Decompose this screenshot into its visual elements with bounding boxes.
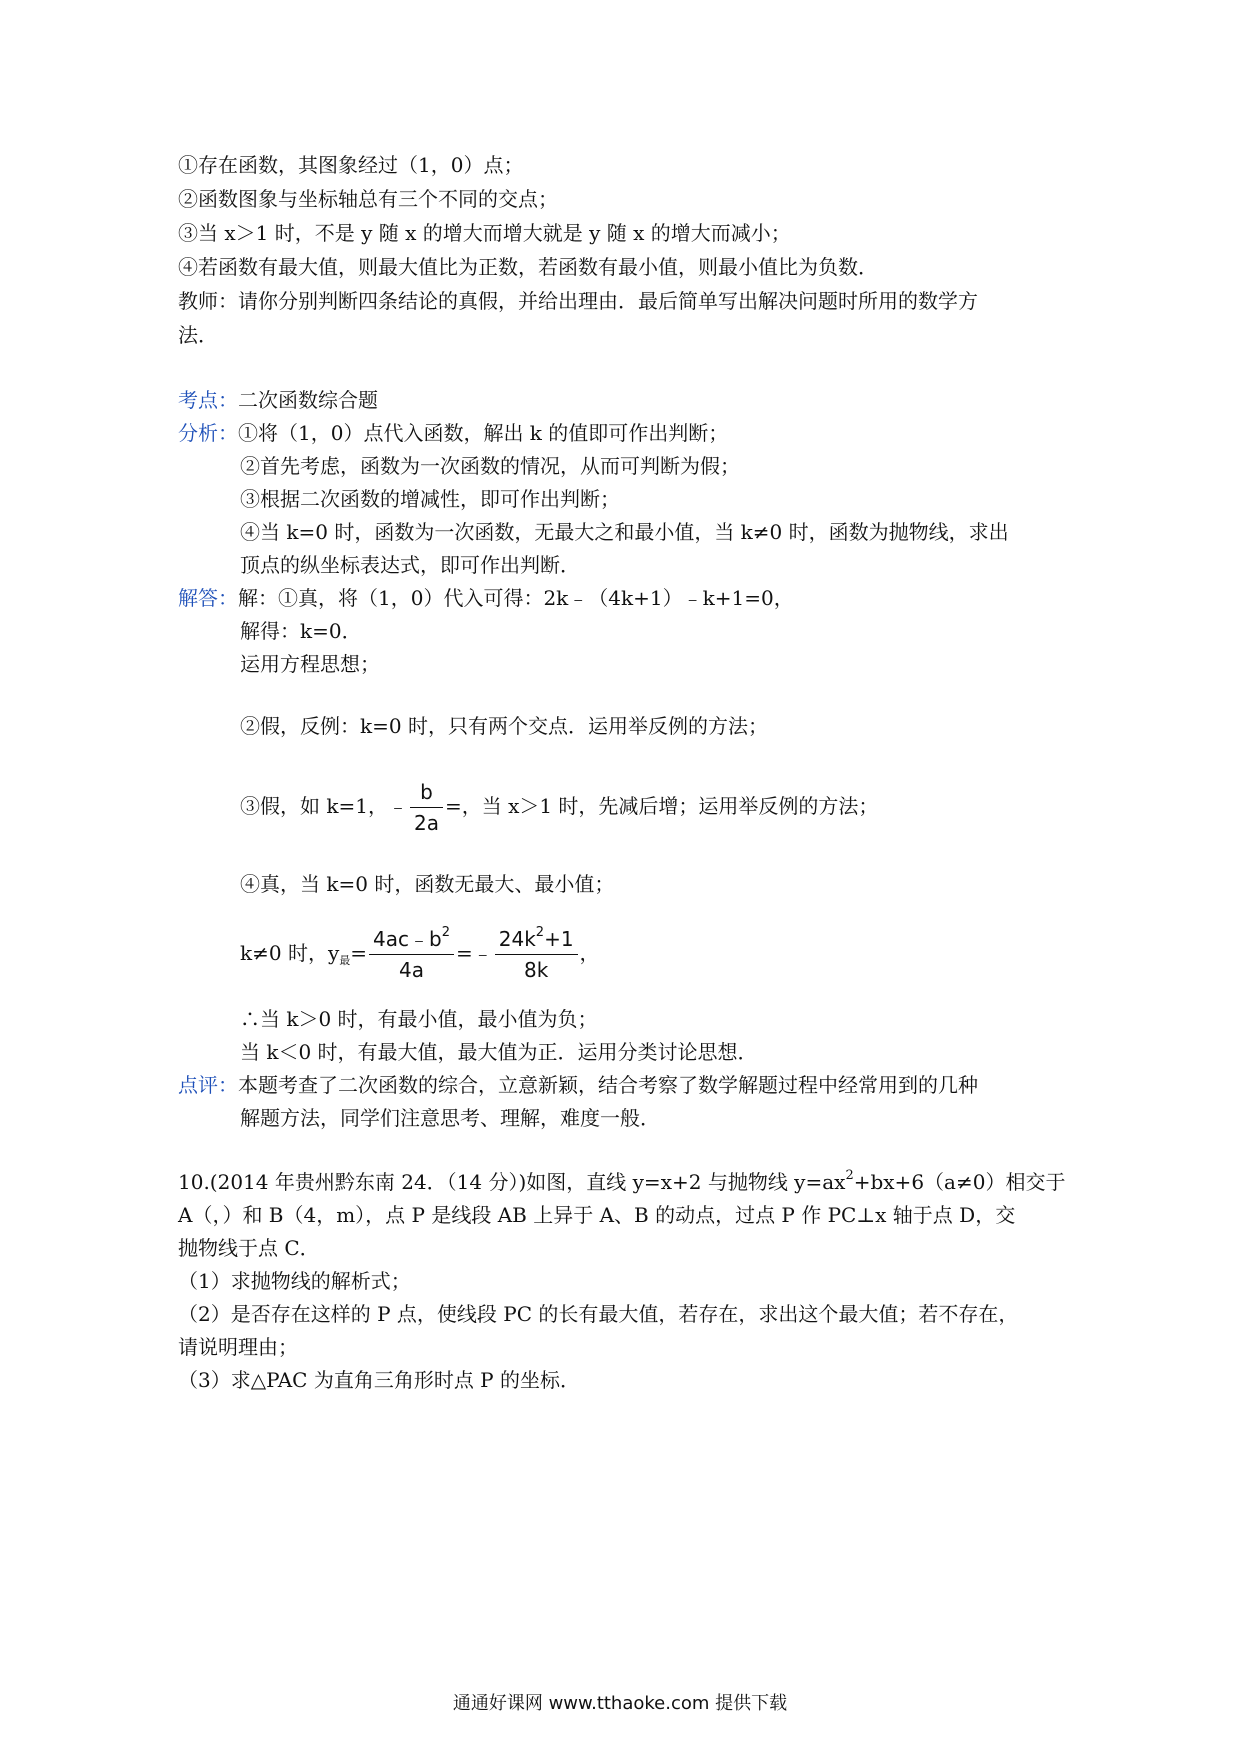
jieda-label: 解答：: [178, 586, 238, 610]
conclusion-1: ①存在函数，其图象经过（1，0）点；: [178, 153, 524, 177]
fraction-k-denominator: 8k: [523, 958, 549, 982]
jieda-row-1: [178, 583, 794, 613]
fenxi-line-5: 顶点的纵坐标表达式，即可作出判断．: [240, 553, 580, 577]
fenxi-line-4: ④当 k=0 时，函数为一次函数，无最大之和最小值，当 k≠0 时，函数为抛物线，求出: [240, 520, 1009, 544]
vertex-numerator-exponent: 2: [441, 925, 450, 941]
y-subscript: 最: [339, 954, 351, 967]
fraction-k-numerator: [495, 924, 578, 955]
q10-part-1: （1）求抛物线的解析式；: [178, 1269, 411, 1293]
q10-part-3: （3）求△PAC 为直角三角形时点 P 的坐标．: [178, 1368, 581, 1392]
jieda-line-1: 解：①真，将（1，0）代入可得：2k﹣（4k+1）﹣k+1=0，: [238, 586, 794, 610]
jieda-line-7-mid: =﹣: [455, 941, 493, 965]
jieda-line-5-post: =，当 x＞1 时，先减后增；运用举反例的方法；: [444, 794, 879, 818]
fenxi-line-3: ③根据二次函数的增减性，即可作出判断；: [240, 487, 620, 511]
fenxi-line-1: ①将（1，0）点代入函数，解出 k 的值即可作出判断；: [238, 421, 729, 445]
fenxi-line-2: ②首先考虑，函数为一次函数的情况，从而可判断为假；: [240, 454, 740, 478]
q10-line-3: 抛物线于点 C．: [178, 1236, 320, 1260]
fenxi-label: 分析：: [178, 421, 238, 445]
jieda-line-7-post: ，: [579, 941, 600, 965]
dianping-line-1: 本题考查了二次函数的综合，立意新颖，结合考察了数学解题过程中经常用到的几种: [238, 1073, 978, 1097]
jieda-line-5: [240, 773, 878, 839]
q10-part-2a: （2）是否存在这样的 P 点，使线段 PC 的长有最大值，若存在，求出这个最大值；若不存在，: [178, 1302, 1019, 1326]
kaodian-row: [178, 385, 378, 415]
dianping-line-2: 解题方法，同学们注意思考、理解，难度一般．: [240, 1106, 660, 1130]
kaodian-label: 考点：: [178, 388, 238, 412]
fraction-vertex-formula: [369, 924, 454, 985]
jieda-line-7-eq: =: [350, 941, 368, 965]
teacher-prompt-line-2: 法．: [178, 323, 218, 347]
teacher-prompt-line-1: 教师：请你分别判断四条结论的真假，并给出理由．最后简单写出解决问题时所用的数学方: [178, 289, 978, 313]
conclusion-2: ②函数图象与坐标轴总有三个不同的交点；: [178, 187, 558, 211]
conclusion-4: ④若函数有最大值，则最大值比为正数，若函数有最小值，则最小值比为负数．: [178, 255, 878, 279]
fraction-b-over-2a: [410, 777, 443, 838]
jieda-line-5-pre: ③假，如 k=1，﹣: [240, 794, 408, 818]
jieda-line-3: 运用方程思想；: [240, 652, 380, 676]
fraction-vertex-denominator: 4a: [399, 958, 424, 982]
jieda-line-2: 解得：k=0．: [240, 619, 362, 643]
q10-exponent: 2: [845, 1168, 854, 1184]
fraction-numerator: b: [410, 777, 443, 808]
jieda-line-8: ∴当 k＞0 时，有最小值，最小值为负；: [240, 1007, 598, 1031]
footer-credit: 通通好课网 www.tthaoke.com 提供下载: [452, 1693, 788, 1714]
kaodian-text: 二次函数综合题: [238, 388, 378, 412]
conclusion-3: ③当 x＞1 时，不是 y 随 x 的增大而增大就是 y 随 x 的增大而减小；: [178, 221, 791, 245]
jieda-line-6: ④真，当 k=0 时，函数无最大、最小值；: [240, 872, 615, 896]
jieda-line-4: ②假，反例：k=0 时，只有两个交点．运用举反例的方法；: [240, 714, 768, 738]
dianping-label: 点评：: [178, 1073, 238, 1097]
q10-line-1-post: +bx+6（a≠0）相交于: [853, 1170, 1066, 1194]
fenxi-row-1: [178, 418, 728, 448]
k-numerator-text: 24k: [498, 927, 536, 951]
q10-line-1: [178, 1167, 1065, 1197]
vertex-numerator-text: 4ac﹣b: [373, 927, 442, 951]
k-numerator-exponent: 2: [535, 925, 545, 941]
dianping-row-1: [178, 1070, 978, 1100]
q10-part-2b: 请说明理由；: [178, 1335, 298, 1359]
jieda-line-7-pre: k≠0 时，y: [240, 941, 340, 965]
jieda-line-9: 当 k＜0 时，有最大值，最大值为正．运用分类讨论思想．: [240, 1040, 758, 1064]
fraction-denominator: 2a: [413, 811, 439, 835]
jieda-line-7: [240, 918, 600, 988]
q10-line-2: A（，）和 B（4，m），点 P 是线段 AB 上异于 A、B 的动点，过点 P 作 PC⊥x 轴于点 D，交: [178, 1203, 1016, 1227]
q10-line-1-pre: 10.(2014 年贵州黔东南 24．（14 分）)如图，直线 y=x+2 与抛物线 y=ax: [178, 1170, 846, 1194]
fraction-vertex-numerator: [369, 924, 454, 955]
k-numerator-tail: +1: [544, 927, 574, 951]
fraction-k-expression: [495, 924, 578, 985]
